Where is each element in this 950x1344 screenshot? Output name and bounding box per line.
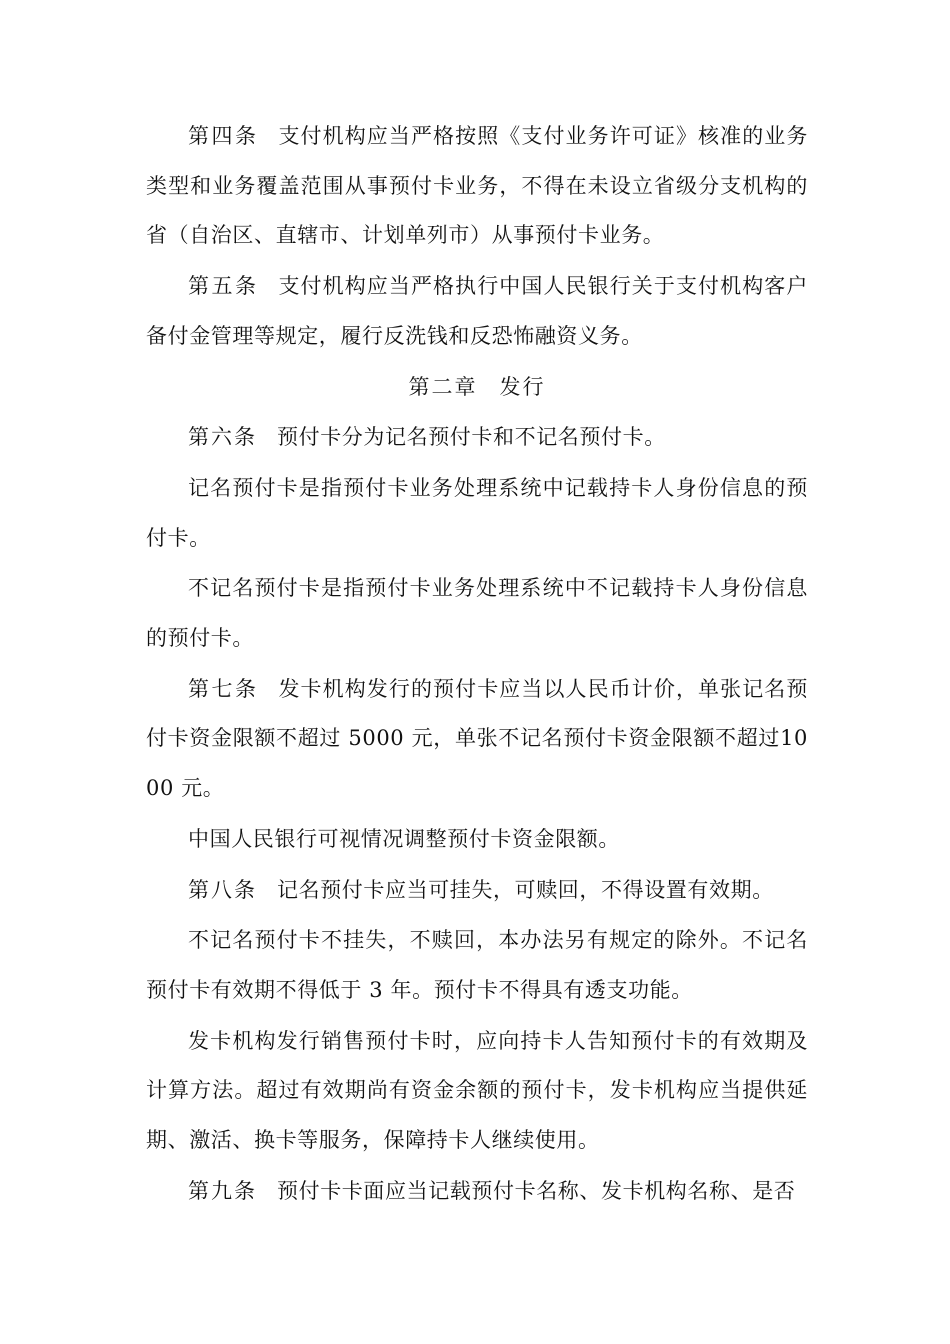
chapter-number: 第二章 <box>408 374 478 399</box>
chapter-heading <box>146 363 808 413</box>
article-9-text: 预付卡卡面应当记载预付卡名称、发卡机构名称、是否 <box>277 1178 796 1203</box>
chapter-title: 发行 <box>499 374 546 399</box>
limit-adjust-text: 中国人民银行可视情况调整预付卡资金限额。 <box>188 826 620 851</box>
article-7-number: 第七条 <box>188 676 259 701</box>
document-page <box>146 112 808 1217</box>
expiry-notice-paragraph <box>146 1017 808 1166</box>
article-4-paragraph <box>146 112 808 261</box>
unnamed-card-definition-text: 不记名预付卡是指预付卡业务处理系统中不记载持卡人身份信息的预付卡。 <box>146 576 808 651</box>
limit-adjust-paragraph <box>146 815 808 865</box>
article-7-paragraph <box>146 665 808 814</box>
article-6-paragraph <box>146 413 808 463</box>
article-6-text: 预付卡分为记名预付卡和不记名预付卡。 <box>277 425 666 450</box>
article-4-number: 第四条 <box>188 124 259 148</box>
article-8-paragraph <box>146 866 808 916</box>
named-card-definition-text: 记名预付卡是指预付卡业务处理系统中记载持卡人身份信息的预付卡。 <box>146 475 808 550</box>
article-9-paragraph <box>146 1167 808 1217</box>
unnamed-card-definition-paragraph <box>146 564 808 663</box>
named-card-definition-paragraph <box>146 464 808 563</box>
article-4-text: 支付机构应当严格按照《支付业务许可证》核准的业务类型和业务覆盖范围从事预付卡业务，不得在未设立省级分支机构的省（自治区、直辖市、计划单列市）从事预付卡业务。 <box>146 124 808 248</box>
article-5-number: 第五条 <box>188 274 259 299</box>
unnamed-card-rules-text: 不记名预付卡不挂失，不赎回，本办法另有规定的除外。不记名预付卡有效期不得低于 3 年。预付卡不得具有透支功能。 <box>146 928 808 1002</box>
article-6-number: 第六条 <box>188 425 257 450</box>
article-5-paragraph <box>146 262 808 361</box>
article-8-number: 第八条 <box>188 877 257 902</box>
article-8-text: 记名预付卡应当可挂失，可赎回，不得设置有效期。 <box>277 877 774 902</box>
unnamed-card-rules-paragraph <box>146 916 808 1015</box>
article-7-text: 发卡机构发行的预付卡应当以人民币计价，单张记名预付卡资金限额不超过 5000 元，单张不记名预付卡资金限额不超过1000 元。 <box>146 676 808 801</box>
article-9-number: 第九条 <box>188 1178 257 1203</box>
article-5-text: 支付机构应当严格执行中国人民银行关于支付机构客户备付金管理等规定，履行反洗钱和反恐怖融资义务。 <box>146 274 808 348</box>
expiry-notice-text: 发卡机构发行销售预付卡时，应向持卡人告知预付卡的有效期及计算方法。超过有效期尚有资金余额的预付卡，发卡机构应当提供延期、激活、换卡等服务，保障持卡人继续使用。 <box>146 1028 808 1153</box>
